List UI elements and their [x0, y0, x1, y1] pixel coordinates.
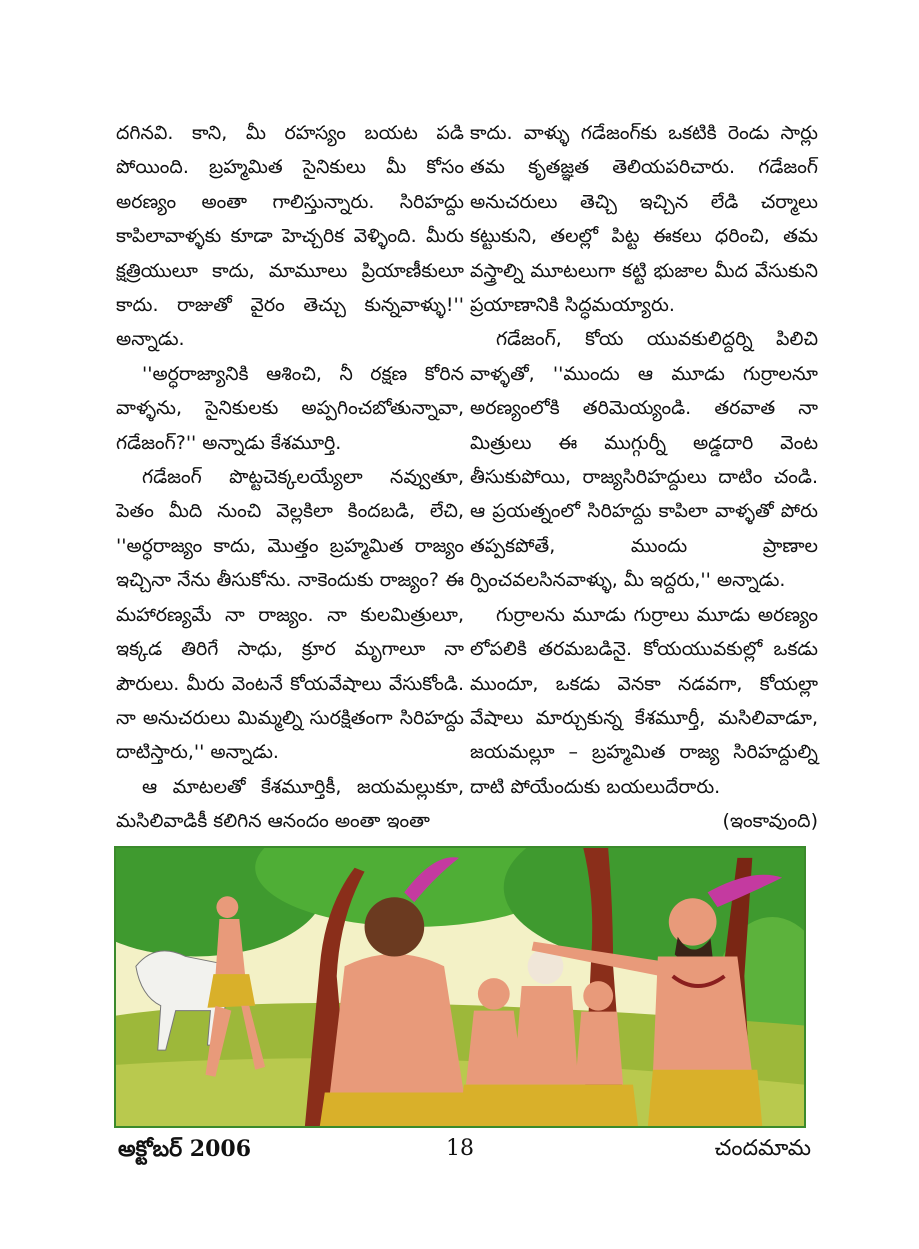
page-footer	[0, 1136, 919, 1172]
figure-garment	[320, 1092, 479, 1126]
issue-date: అక్టోబర్ 2006	[118, 1136, 252, 1162]
forest-scene-image	[116, 848, 804, 1126]
story-illustration	[114, 846, 806, 1128]
magazine-name: చందమామ	[714, 1136, 811, 1161]
paragraph: ఆ మాటలతో కేశమూర్తికీ, జయమల్లుకూ, మసిలివాడికీ కలిగిన ఆనందం అంతా ఇంతా	[116, 775, 464, 833]
figure-back	[330, 954, 464, 1094]
figure-body	[514, 986, 579, 1085]
figure-head	[478, 978, 510, 1010]
figure-garment	[207, 974, 255, 1008]
figure-body	[575, 1012, 623, 1085]
figure-head	[365, 897, 425, 956]
left-column	[116, 116, 464, 839]
paragraph: కాదు. వాళ్ళు గడేజంగ్‌కు ఒకటికి రెండు సార్లు తమ కృతజ్ఞత తెలియపరిచారు. గడేజంగ్ అనుచరులు తెచ్చి ఇచ్చిన లేడి చర్మాలు కట్టుకుని, తలల్లో పిట్ట ఈకలు ధరించి, తమ వస్త్రాల్ని మూటలుగా కట్టి భుజాల మీద వేసుకుని ప్రయాణానికి సిద్ధమయ్యారు.	[470, 122, 818, 317]
paragraph	[470, 598, 818, 833]
right-column	[470, 116, 818, 839]
figure-head	[669, 898, 717, 945]
paragraph: దగినవి. కాని, మీ రహస్యం బయట పడి పోయింది. బ్రహ్మమిత సైనికులు మీ కోసం అరణ్యం అంతా గాలిస్తున్నారు. సిరిహద్దు కాపిలావాళ్ళకు కూడా హెచ్చరిక వెళ్ళింది. మీరు క్షత్రియులూ కాదు, మామూలు ప్రియాణీకులూ కాదు. రాజుతో వైరం తెచ్చు కున్నవాళ్ళు!'' అన్నాడు.	[116, 122, 464, 351]
figure-garment	[648, 1070, 762, 1126]
figure-head	[583, 981, 613, 1011]
paragraph: గడేజంగ్ పొట్టచెక్కలయ్యేలా నవ్వుతూ, పెతం మీది నుంచి వెల్లకిలా కిందబడి, లేచి, ''అర్ధరాజ్యం కాదు, మొత్తం బ్రహ్మమిత రాజ్యం ఇచ్చినా నేను తీసుకోను. నాకెందుకు రాజ్యం? ఈ మహారణ్యమే నా రాజ్యం. నా కులమిత్రులూ, ఇక్కడ తిరిగే సాధు, క్రూర మృగాలూ నా పౌరులు. మీరు వెంటనే కోయవేషాలు వేసుకోండి. నా అనుచరులు మిమ్మల్ని సురక్షితంగా సిరిహద్దు దాటిస్తారు,'' అన్నాడు.	[116, 466, 464, 764]
figure-body	[653, 956, 752, 1074]
figure-head	[216, 896, 238, 918]
continued-label: (ఇంకావుంది)	[722, 810, 818, 833]
figure-garment	[459, 1085, 638, 1126]
paragraph: గడేజంగ్, కోయ యువకులిద్దర్ని పిలిచి వాళ్ళతో, ''ముందు ఆ మూడు గుర్రాలనూ అరణ్యంలోకి తరిమెయ్యండి. తరవాత నా మిత్రులు ఈ ముగ్గుర్నీ అడ్డదారి వెంట తీసుకుపోయి, రాజ్యసిరిహద్దులు దాటిం చండి. ఆ ప్రయత్నంలో సిరిహద్దు కాపిలా వాళ్ళతో పోరు తప్పకపోతే, ముందు ప్రాణాల ర్పించవలసినవాళ్ళు, మీ ఇద్దరు,'' అన్నాడు.	[470, 328, 818, 592]
paragraph: ''అర్ధరాజ్యానికి ఆశించి, నీ రక్షణ కోరిన వాళ్ళను, సైనికులకు అప్పగించబోతున్నావా, గడేజంగ్?'' అన్నాడు కేశమూర్తి.	[116, 362, 464, 454]
paragraph-text: గుర్రాలను మూడు గుర్రాలు మూడు అరణ్యం లోపలికి తరమబడినై. కోయయువకుల్లో ఒకడు ముందూ, ఒకడు వెనకా నడవగా, కోయల్లా వేషాలు మార్చుకున్న కేశమూర్తీ, మసిలివాడూ, జయమల్లూ – బ్రహ్మమిత రాజ్య సిరిహద్దుల్ని దాటి పోయేందుకు బయలుదేరారు.	[470, 603, 818, 798]
page-number: 18	[446, 1136, 474, 1161]
